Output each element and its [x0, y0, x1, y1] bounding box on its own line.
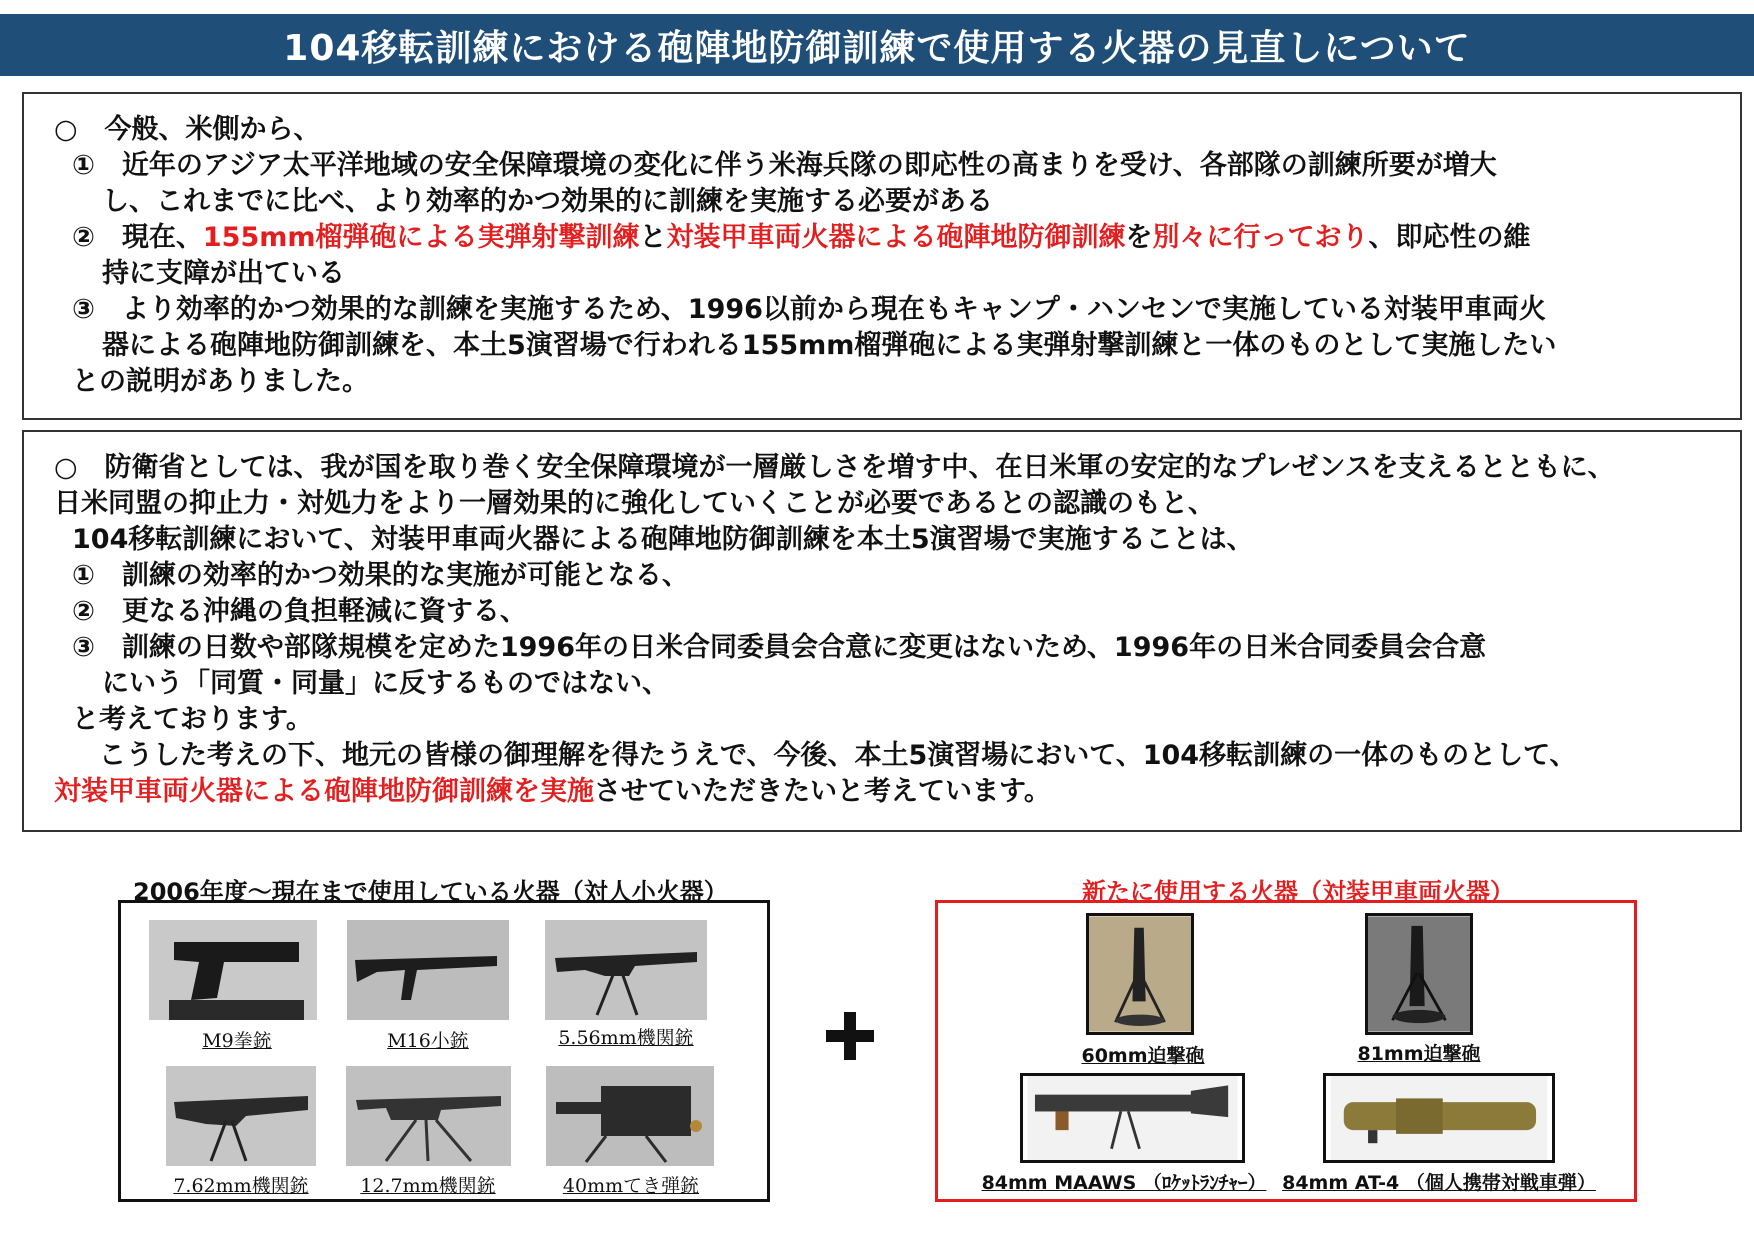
mk19-gl-image	[546, 1066, 714, 1166]
mod-line-1: ○ 防衛省としては、我が国を取り巻く安全保障環境が一層厳しさを増す中、在日米軍の安定的なプレゼンスを支えるとともに、	[54, 452, 1615, 483]
mod-item-3-b: にいう「同質・同量」に反するものではない、	[102, 668, 669, 699]
item-2-mid2: を	[1125, 222, 1153, 253]
m16-rifle-image	[347, 920, 509, 1020]
item-2-line-a	[54, 220, 1710, 256]
weapon-label-60mm: 60mm迫撃砲	[1081, 1045, 1205, 1067]
maaws-image	[1020, 1073, 1245, 1163]
plus-icon	[826, 1012, 874, 1060]
item-2-mid: と	[639, 222, 667, 253]
item-1-line-b: し、これまでに比べ、より効率的かつ効果的に訓練を実施する必要がある	[102, 186, 993, 217]
weapon-label-m16: M16小銃	[387, 1030, 469, 1052]
weapon-label-m9: M9拳銃	[202, 1030, 272, 1052]
weapon-label-81mm: 81mm迫撃砲	[1357, 1043, 1481, 1065]
at4-image	[1323, 1073, 1555, 1163]
weapon-label-556mg: 5.56mm機関銃	[558, 1027, 694, 1049]
new-weapons-panel	[935, 900, 1637, 1202]
m9-pistol-image	[149, 920, 317, 1020]
intro-line: ○ 今般、米側から、	[54, 114, 321, 145]
m240-mg-image	[166, 1066, 316, 1166]
item-2-prefix: ② 現在、	[72, 222, 203, 253]
81mm-mortar-image	[1365, 913, 1473, 1035]
60mm-mortar-image	[1086, 913, 1194, 1035]
right-panel-caption: 新たに使用する火器（対装甲車両火器）	[1082, 878, 1514, 906]
weapon-label-762mg: 7.62mm機関銃	[173, 1175, 309, 1197]
weapon-label-40mmgl: 40mmてき弾銃	[562, 1175, 700, 1197]
highlight-separately: 別々に行っており	[1152, 222, 1369, 253]
mod-final-line: こうした考えの下、地元の皆様の御理解を得たうえで、今後、本土5演習場において、104移転訓練の一体のものとして、	[72, 740, 1577, 771]
item-3-line-b: 器による砲陣地防御訓練を、本土5演習場で行われる155mm榴弾砲による実弾射撃訓練と一体のものとして実施したい	[102, 330, 1557, 361]
mod-line-3: 104移転訓練において、対装甲車両火器による砲陣地防御訓練を本土5演習場で実施することは、	[72, 524, 1254, 555]
mod-position-box	[22, 430, 1742, 832]
weapon-label-at4: 84mm AT-4 （個人携帯対戦車弾）	[1282, 1172, 1596, 1194]
page-title: 104移転訓練における砲陣地防御訓練で使用する火器の見直しについて	[283, 27, 1471, 69]
mod-final-line-2	[54, 774, 1710, 810]
mod-line-2: 日米同盟の抑止力・対処力をより一層効果的に強化していくことが必要であるとの認識のもと、	[54, 488, 1215, 519]
weapon-label-maaws: 84mm MAAWS （ﾛｹｯﾄﾗﾝﾁｬｰ）	[981, 1172, 1267, 1194]
mod-item-2: ② 更なる沖縄の負担軽減に資する、	[72, 596, 527, 627]
item-2-line-b: 持に支障が出ている	[102, 258, 345, 289]
final-suffix: させていただきたいと考えています。	[594, 776, 1051, 807]
item-3-line-a: ③ より効率的かつ効果的な訓練を実施するため、1996以前から現在もキャンプ・ハンセンで実施している対装甲車両火	[72, 294, 1546, 325]
title-bar	[0, 14, 1754, 76]
mod-think-line: と考えております。	[72, 704, 313, 735]
weapon-label-127mg: 12.7mm機関銃	[360, 1175, 496, 1197]
left-panel-caption: 2006年度～現在まで使用している火器（対人小火器）	[133, 878, 728, 906]
mod-item-1: ① 訓練の効率的かつ効果的な実施が可能となる、	[72, 560, 689, 591]
us-explanation-box	[22, 92, 1742, 420]
m249-mg-image	[545, 920, 707, 1020]
mod-item-3-a: ③ 訓練の日数や部隊規模を定めた1996年の日米合同委員会合意に変更はないため、1996年の日米合同委員会合意	[72, 632, 1487, 663]
closing-line: との説明がありました。	[72, 366, 369, 397]
highlight-conduct-training: 対装甲車両火器による砲陣地防御訓練を実施	[54, 776, 594, 807]
m2-mg-image	[346, 1066, 511, 1166]
highlight-live-fire: 155mm榴弾砲による実弾射撃訓練	[202, 222, 640, 253]
item-1-line-a: ① 近年のアジア太平洋地域の安全保障環境の変化に伴う米海兵隊の即応性の高まりを受け、各部隊の訓練所要が増大	[72, 150, 1497, 181]
item-2-suffix: 、即応性の維	[1368, 222, 1531, 253]
current-weapons-panel	[118, 900, 770, 1202]
highlight-defense-training: 対装甲車両火器による砲陣地防御訓練	[666, 222, 1126, 253]
